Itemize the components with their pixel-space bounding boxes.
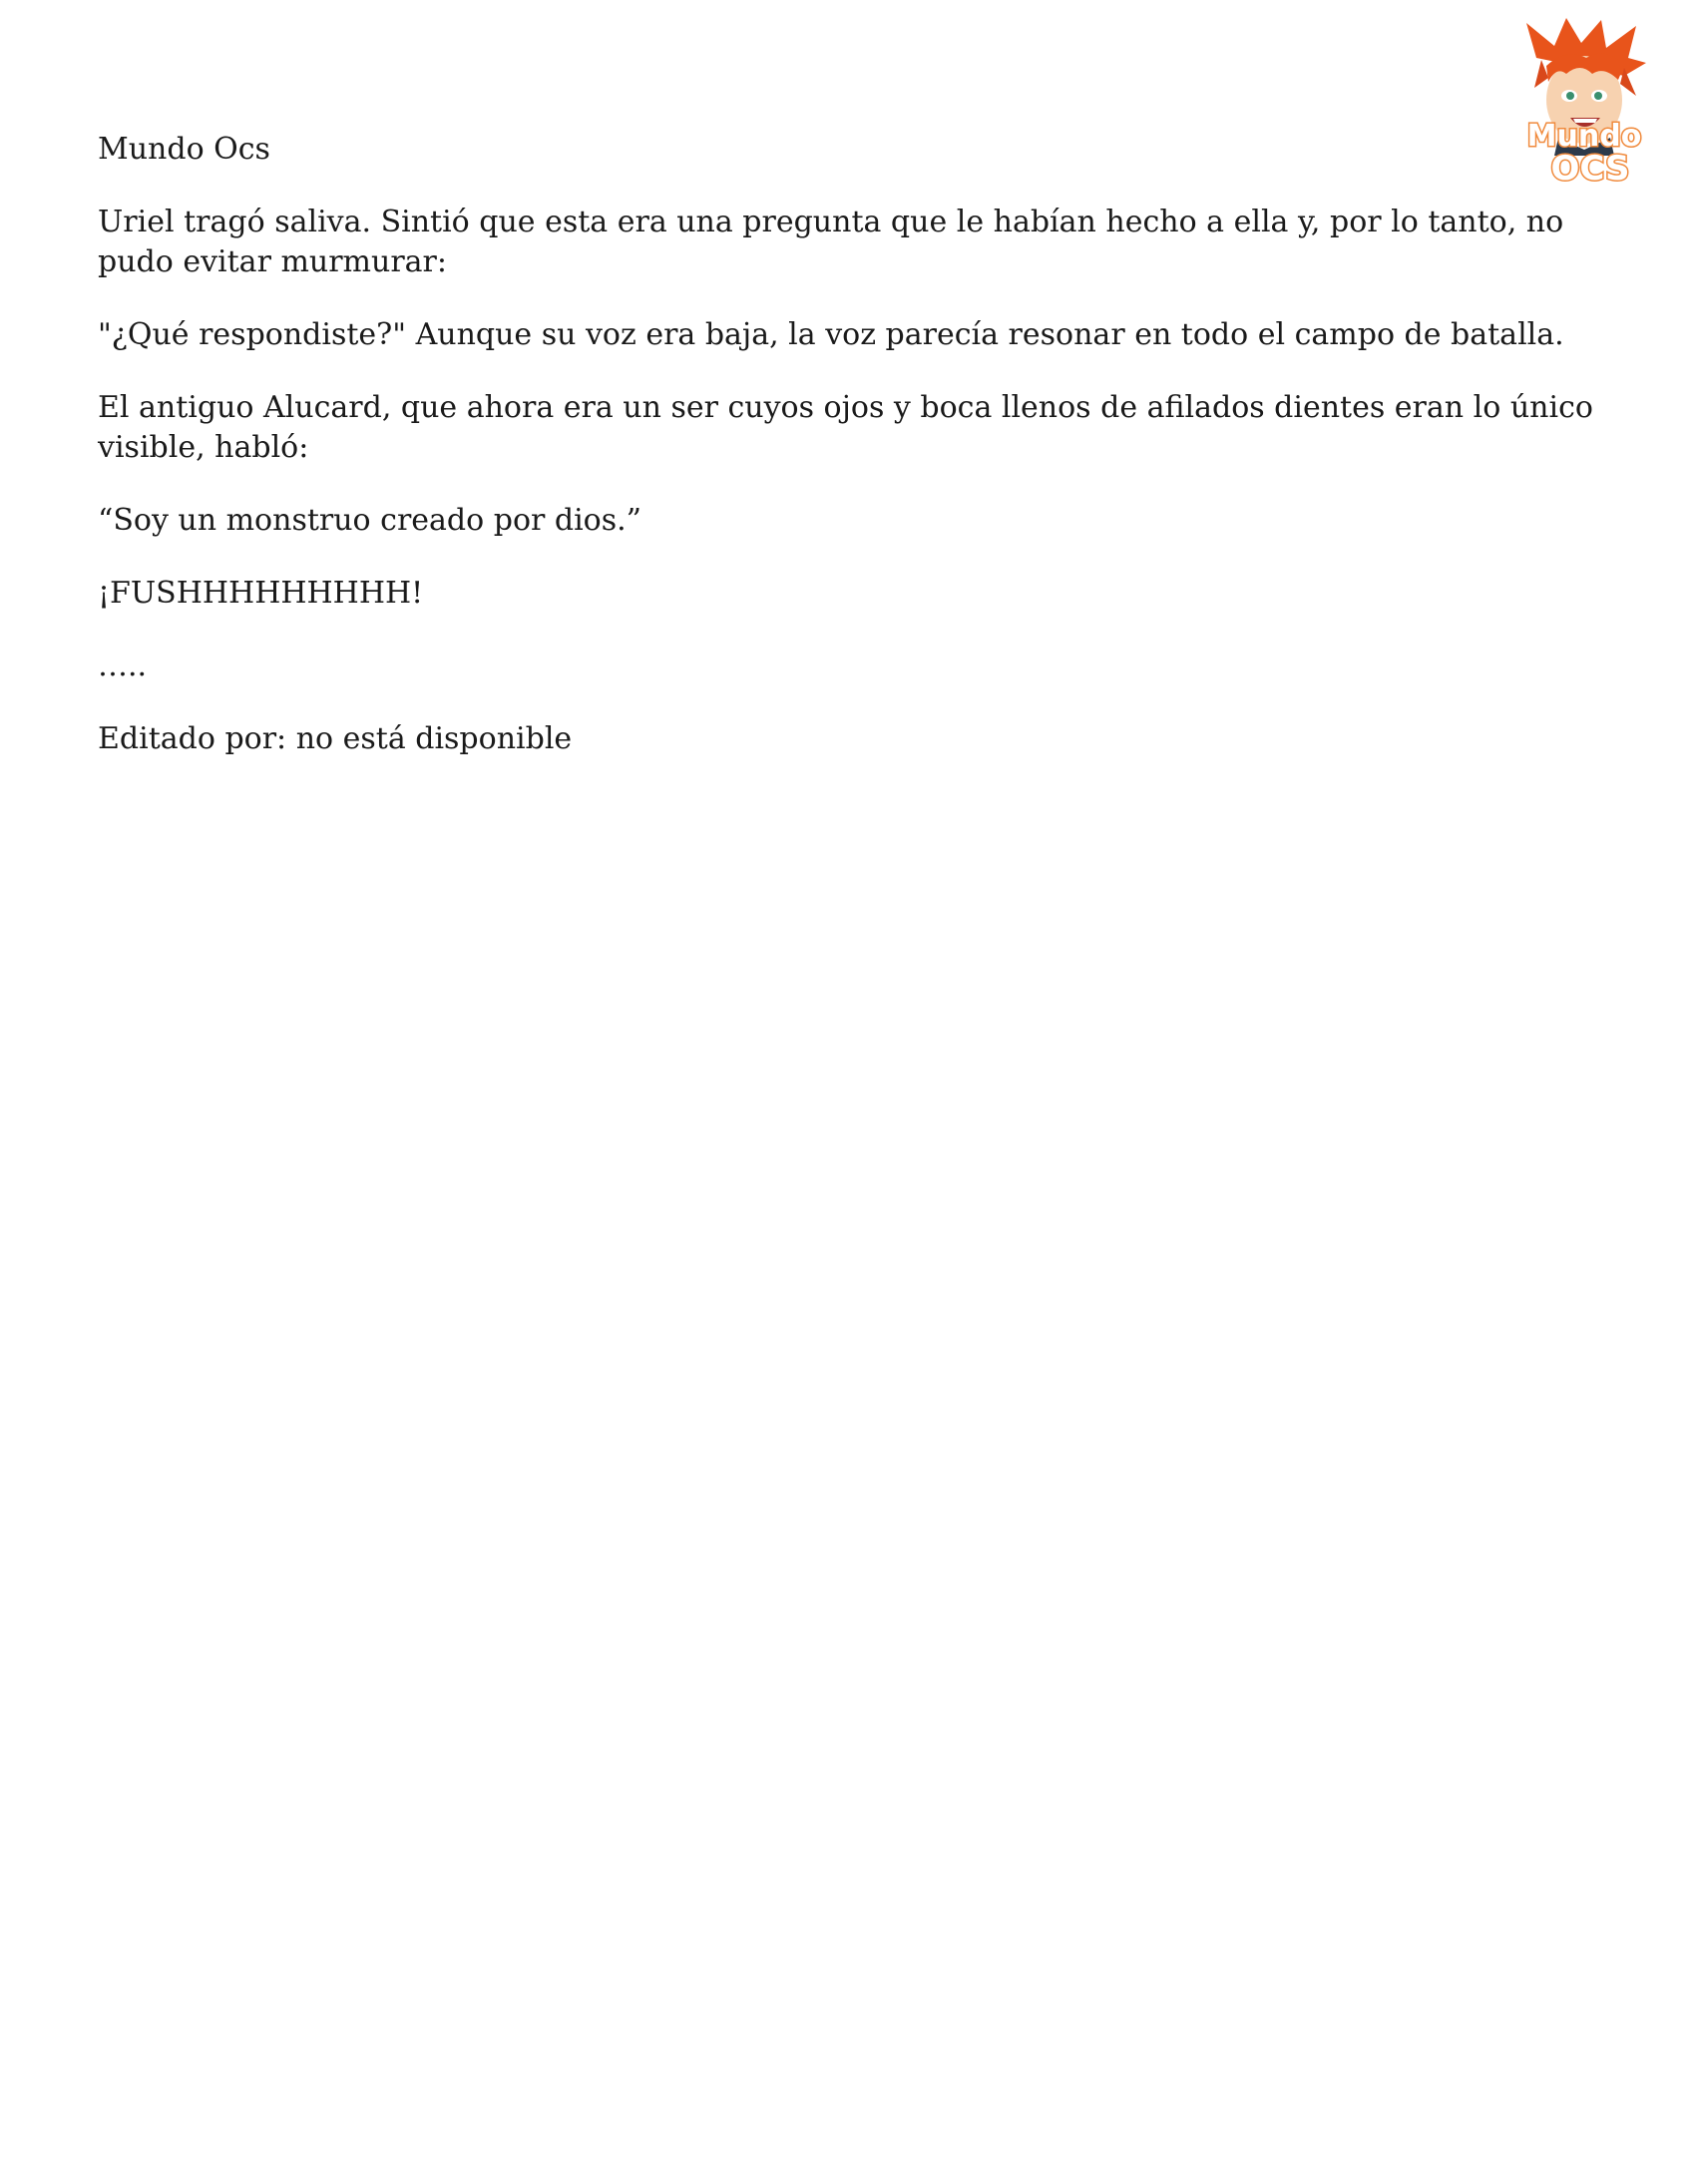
logo-text-line2: OCS	[1550, 149, 1630, 189]
document-body	[98, 130, 1614, 792]
paragraph-6: …..	[98, 649, 148, 683]
editor-credit: Editado por: no está disponible	[98, 721, 573, 756]
site-name-header: Mundo Ocs	[98, 132, 270, 167]
paragraph-5: ¡FUSHHHHHHHHH!	[98, 576, 424, 611]
paragraph-2: "¿Qué respondiste?" Aunque su voz era baja, la voz parecía resonar en todo el campo de batalla.	[98, 317, 1564, 352]
paragraph-4: “Soy un monstruo creado por dios.”	[98, 503, 642, 538]
paragraph-3: El antiguo Alucard, que ahora era un ser cuyos ojos y boca llenos de afilados dientes eran lo único visible, habló:	[98, 390, 1593, 465]
logo-text-line1: Mundo	[1526, 119, 1642, 154]
paragraph-1: Uriel tragó saliva. Sintió que esta era una pregunta que le habían hecho a ella y, por lo tanto, no pudo evitar murmurar:	[98, 205, 1564, 279]
